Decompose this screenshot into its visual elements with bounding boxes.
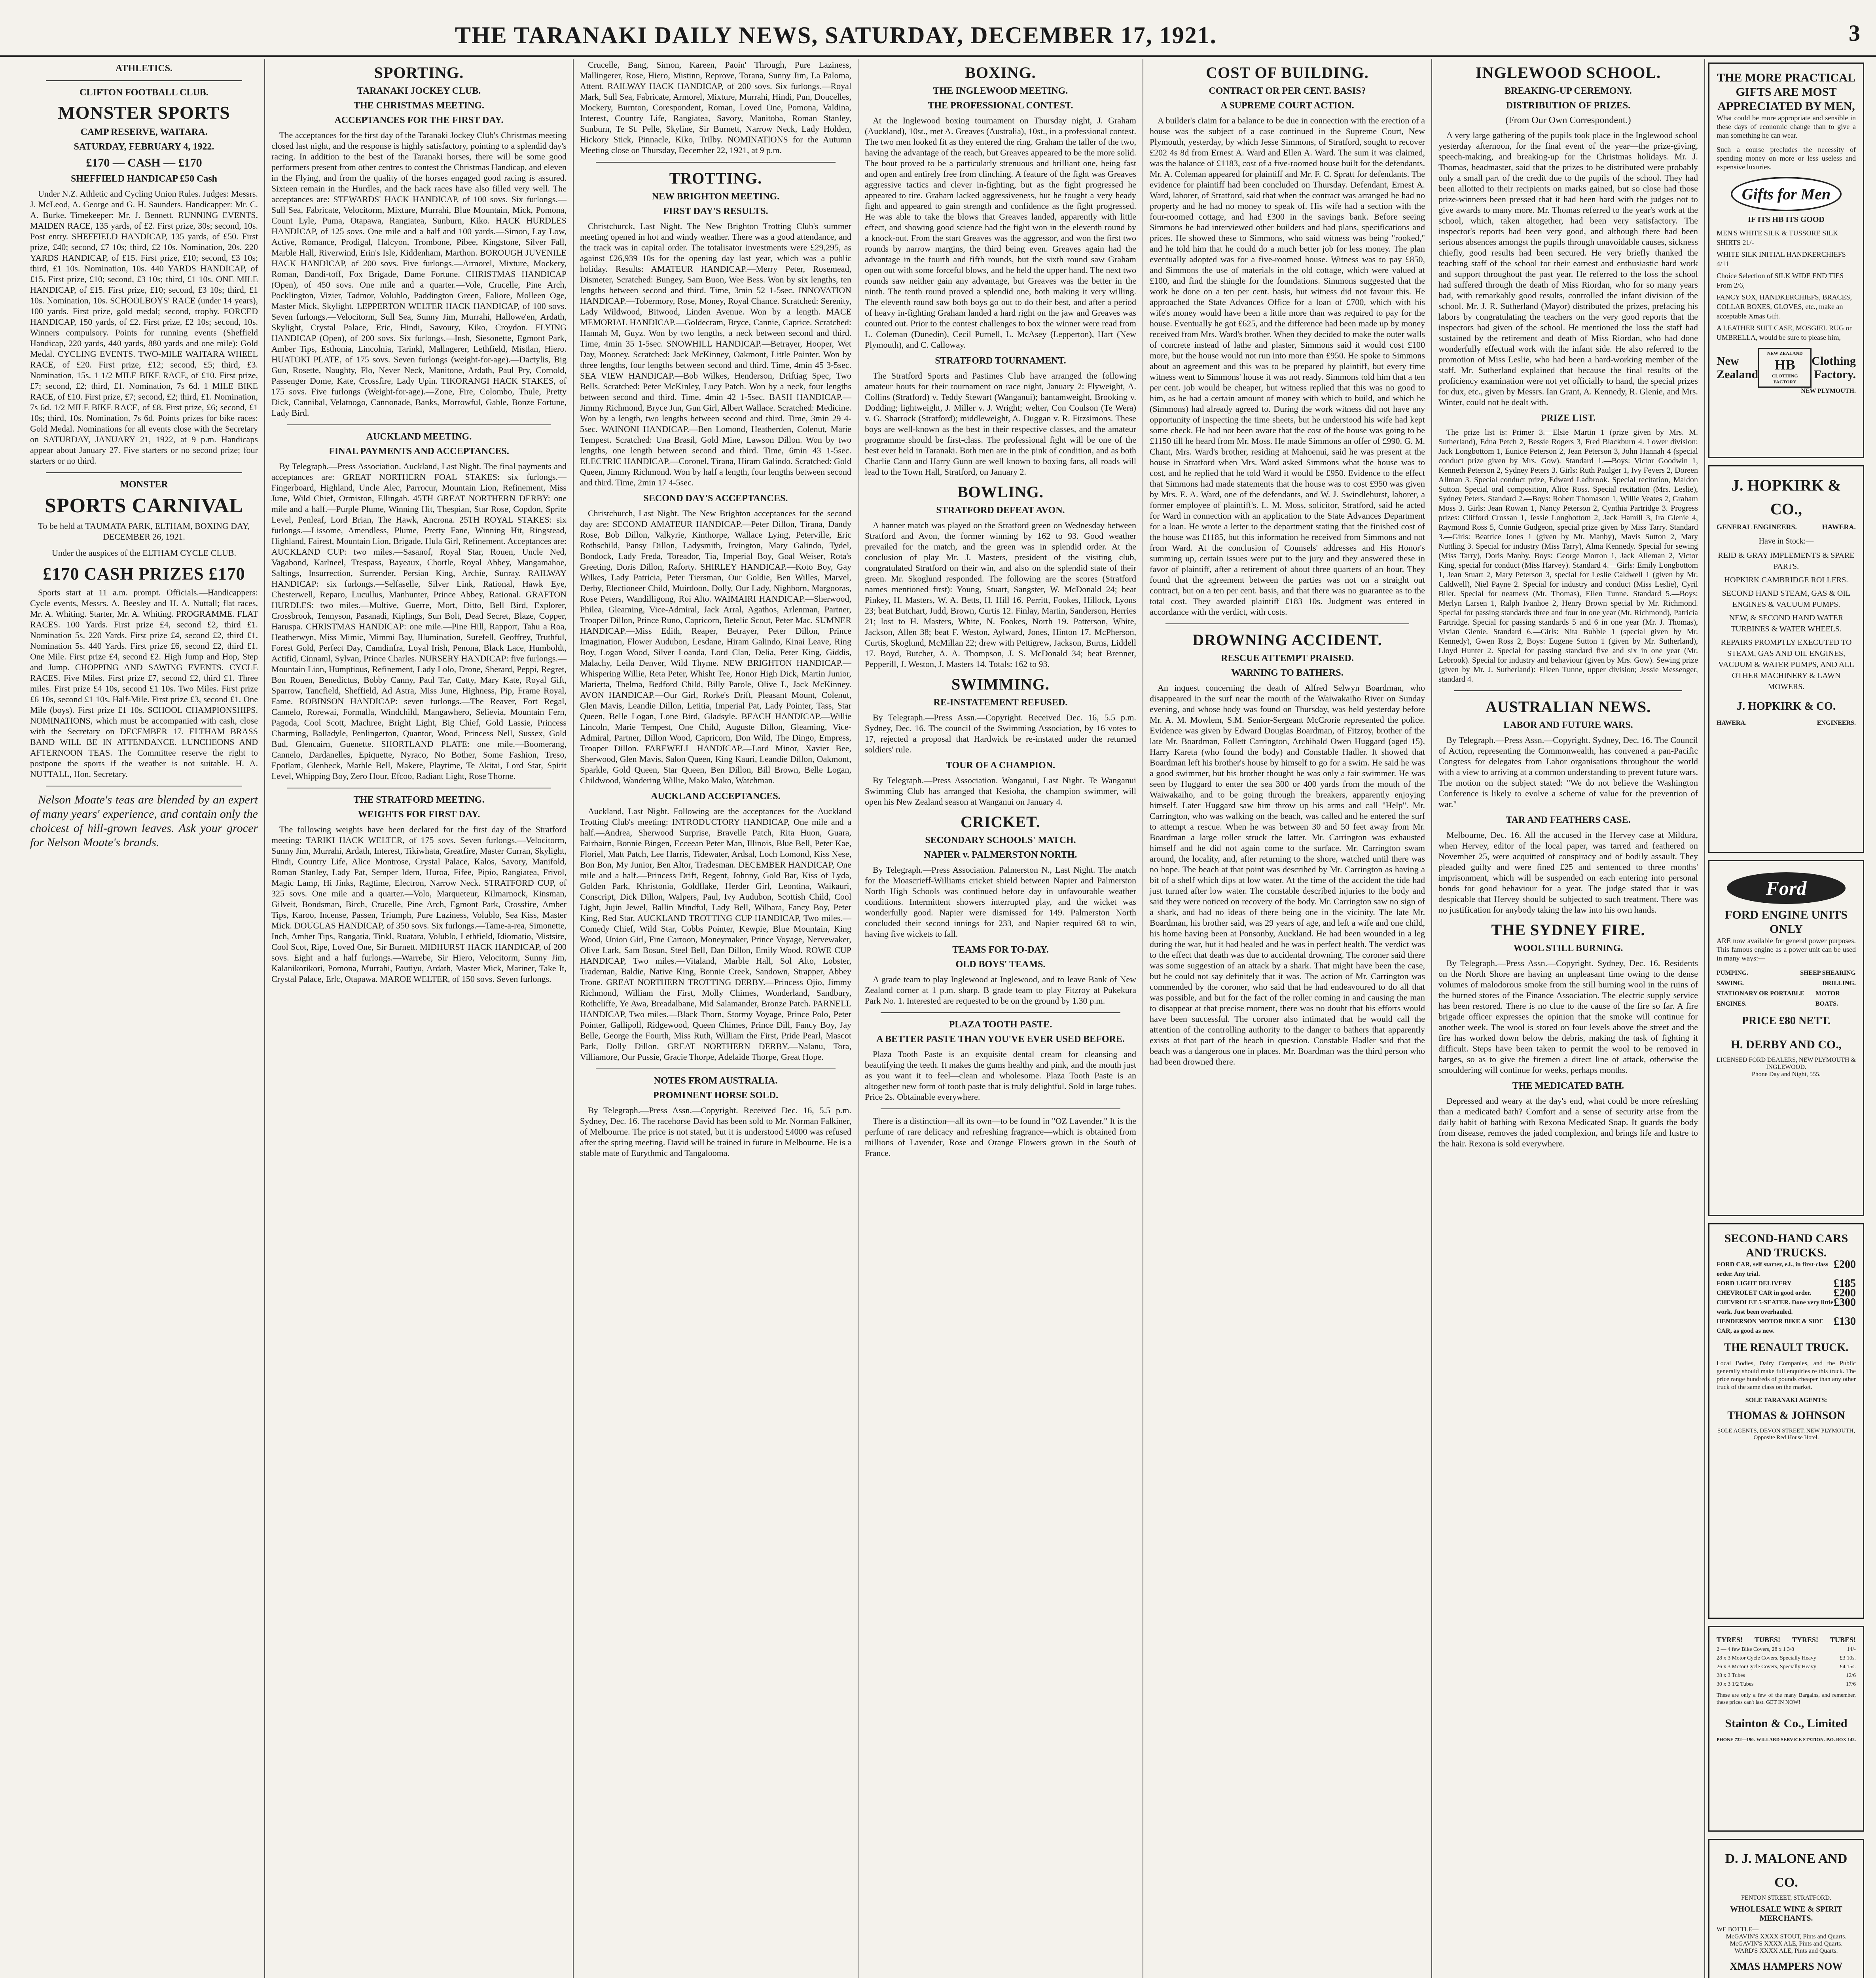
car-item-3-text: CHEVROLET CAR in good order. (1717, 1290, 1812, 1296)
columns (24, 59, 1867, 1978)
ford-dealer-line: LICENSED FORD DEALERS, NEW PLYMOUTH & INGLEWOOD. (1717, 1057, 1856, 1070)
tyre-row-1 (1717, 1645, 1856, 1654)
carnival-held: To be held at TAUMATA PARK, ELTHAM, BOXING DAY, DECEMBER 26, 1921. (38, 521, 250, 542)
hopkirk-title: J. HOPKIRK & CO., (1731, 476, 1841, 518)
sporting-heading: SPORTING. (374, 64, 464, 81)
reinstatement-heading: RE-INSTATEMENT REFUSED. (933, 697, 1068, 708)
gifts-line-shirts: MEN'S WHITE SILK & TUSSORE SILK SHIRTS 21/- (1717, 229, 1838, 246)
cash-heading: £170 — CASH — £170 (86, 156, 202, 169)
stratford-avon-heading: STRATFORD DEFEAT AVON. (936, 505, 1065, 515)
tyre-row-3-price: £4 15s. (1840, 1664, 1856, 1670)
tyres-h1: TYRES! (1717, 1636, 1743, 1644)
correspondent-credit: (From Our Own Correspondent.) (1505, 115, 1631, 125)
tyres-ad (1708, 1626, 1864, 1832)
carnival-body: Sports start at 11 a.m. prompt. Officials.—Handicappers: Cycle events, Messrs. A. Beesley and H. A. Nuttall; flat races, Mr. A. Whiting. Starter, Mr. A. Whiting. PROGRAMME. FLAT RACES. 100 Yards. First prize £4, second £2, third £1. Nomination 5s. 220 Yards. First prize £4, second £2, third £1. Nomination 5s. 440 Yards. First prize £6, second £2, third £1. One Mile. First prize £4, second £2. High Jump and Hop, Step and Jump. CHOPPING AND SAWING EVENTS. CYCLE RACES. Five Miles. First prize £7, second £2, third £1. Three miles. First prize £4 10s, second £1 10s. Two Miles. First prize £6 10s, second £1 10s. Half-Mile. First prize £3, second £1. One Mile (boys). First prize £1 10s. SCHOOL CHAMPIONSHIPS. NOMINATIONS, which must be accompanied with cash, close with the Secretary on DECEMBER 17. ELTHAM BRASS BAND WILL BE IN ATTENDANCE. LUNCHEONS AND AFTERNOON TEAS. The Committee reserve the right to postpone the sports if the weather is not suitable. H. A. NUTTALL, Hon. Secretary. (30, 587, 258, 779)
car-item-3-price: £200 (1834, 1287, 1856, 1299)
ford-use-drilling: DRILLING. (1822, 980, 1856, 987)
jockey-club-body: The acceptances for the first day of the Taranaki Jockey Club's Christmas meeting closed last night, and the response is highly satisfactory, pointing to a splendid day's racing. In addition to the best of the Taranaki horses, there will be some good performers present from other centres to contest the Christmas Handicap, and eleven in the Flying, and from the quality of the horses engaged good racing is assured. Sixteen remain in the Hurdles, and the hack races have also filled very well. The acceptances are: STEWARDS' HACK HANDICAP, of 100 sovs. Six furlongs.—Sull Sea, Fabricate, Velocitorm, Mixture, Murrahi, Blue Mountain, Mick, Pomona, Count Lyle, Puma, Otapawa, Rangiatea, Sunburn, Kiko. HACK HURDLES HANDICAP, of 125 sovs. One mile and a half and 100 yards.—Simon, Lay Low, Active, Romance, Prodigal, Halcyon, Trombone, Pibee, Kingstone, Silver Fall, Marble Hall, Riverwind, Erin's Isle, Kiddenham, Marthon. BOROUGH JUVENILE HACK HANDICAP, of 200 sovs. Five furlongs.—Armorel, Mixture, Mockery, Roman, Dandi-toff, Fox Brigade, Dame Fortune. CHRISTMAS HANDICAP (Open), of 450 sovs. One mile and a quarter.—Vole, Crucelle, Pine Arch, Pocklington, Vizier, Tadmor, Volublo, Paddington Green, Faliore, Molleen Oge, Master Mick, Skylight. LEPPERTON WELTER HACK HANDICAP, of 100 sovs. Seven furlongs.—Velocitorm, Sull Sea, Sunny Jim, Murrahi, Hallowe'en, Ardath, Skylight, Crystal Palace, Eric, Hindi, Savoury, Kiko, Croydon. FLYING HANDICAP (Open), of 200 sovs. Six furlongs.—Insh, Siesonette, Egmont Park, Amber Tips, Esthonia, Lincolnia, Tarinkl, Mallngerer, Lethfield, Mistlan, Hiero. HUATOKI PLATE, of 175 sovs. Seven furlongs (weight-for-age).—Dactylis, Big Gun, Rosette, Naughty, Flo, Never Neck, Manitone, Ardath, Paul Pry, Cornold, Passenger Dome, Kate, Crossfire, Lady Upin. TIKORANGI HACK STAKES, of 175 sovs. Five furlongs (Weight-for-age).—Zone, Fire, Colombo, Thule, Pretty Dick, Cannibal, Velatnogo, Cannonade, Banks, Morrowful, Gable, Bonze Fortune, Lady Bird. (271, 130, 567, 418)
car-item-1 (1717, 1260, 1856, 1279)
tyre-row-5-text: 30 x 3 1/2 Tubes (1717, 1681, 1754, 1687)
malone-bottle-label: WE BOTTLE— (1717, 1926, 1759, 1933)
gifts-intro2: Such a course precludes the necessity of spending money on more or less useless and expensive luxuries. (1717, 146, 1856, 171)
car-item-2-text: FORD LIGHT DELIVERY (1717, 1280, 1792, 1287)
athletics-heading: ATHLETICS. (115, 63, 173, 74)
sydney-fire-heading: THE SYDNEY FIRE. (1491, 921, 1645, 939)
car-item-4 (1717, 1298, 1856, 1317)
auckland-acceptances-heading: AUCKLAND ACCEPTANCES. (651, 791, 781, 801)
hopkirk-line-engines: SECOND HAND STEAM, GAS & OIL ENGINES & VACUUM PUMPS. (1722, 589, 1851, 609)
carnival-under: Under the auspices of the ELTHAM CYCLE CLUB. (51, 548, 236, 558)
ford-intro: ARE now available for general power purposes. This famous engine as a power unit can be used in many ways:— (1717, 937, 1856, 962)
trotting-heading: TROTTING. (669, 169, 762, 187)
renault-title: THE RENAULT TRUCK. (1724, 1341, 1849, 1354)
monster2-heading: MONSTER (120, 479, 168, 490)
column-sporting (265, 59, 574, 1978)
hopkirk-stock: Have in Stock:— (1759, 537, 1814, 546)
school-body: A very large gathering of the pupils took place in the Inglewood school yesterday afternoon, for the final event of the year—the prize-giving, speech-making, and breaking-up for the Christmas holidays. Mr. J. Thomas, headmaster, said that the prizes to be distributed were probably only a small part of the credit due to the pupils of the school. They had been allotted to their recipients on marks gained, but so close had those prize-winners been pressed that it had been hard with the judges not to give awards to many more. Mr. Thomas referred to the year's work at the school, which, taken altogether, had been very satisfactory. The inspector's reports had been very good, and although there had been serious absences amongst the pupils through unavoidable causes, sickness chiefly, good results had been secured. He very briefly thanked the teaching staff of the school for their earnest and enthusiastic hard work and support throughout the past year. He referred to the loss the school had suffered through the death of Miss Riordan, who for so many years had, with remarkably good results, controlled the infant division of the school. Mr. J. R. Sutherland (Mayor) distributed the prizes, prefacing his labors by congratulating the teachers on the very good reports that the inspectors had given of the school. He mentioned the loss the staff had sustained by the retirement and death of Miss Riordan, who had done wonderfully effectual work with the infant side. He also referred to the promotion of Miss Leslie, who had been a hard-working member of the staff. Mr. Sutherland explained that because the final results of the proficiency examination were not yet officially to hand, the special prizes for dux, etc., given by Messrs. Ian Grant, A. Kennedy, R. Glenie, and Mrs. Winter, could not be dealt with. (1438, 130, 1698, 407)
prize-list-body: The prize list is: Primer 3.—Elsie Martin 1 (prize given by Mrs. M. Sutherland), Edna Petch 2, Bessie Rogers 3, Fred Blackburn 4. Lower division: Jack Longbottom 1, Eunice Peterson 2, Jean Peterson 3, John Hannah 4 (special conduct prize given by Mrs. Gow). Standard 1.—Boys: Victor Goodwin 1, Kenneth Peterson 2, Sydney Peters 3. Girls: Ruth Paulger 1, Ivy Fevers 2, Doreen Allman 3. Special conduct prize, Edward Ladbrook. Special recitation, Maldon Sutton. Special oral composition, Alice Ross. Special recitation (Mrs. Leslie), Sydney Peters. Standard 2.—Boys: Robert Thomason 1, Willie Veates 2, Graham Moss 3. Girls: Jean Rowan 1, Nancy Peterson 2, Cynthia Partridge 3. Progress prizes: Clifford Crossan 1, Jessie Longbottom 2, Jack Hamill 3, Ira Glenie 4, Raymond Ross 5, Connie Gudgeon, special prize given by Miss Tarry. Standard 3.—Girls: Beatrice Jones 1 (given by Mr. Manby), Mavis Sutton 2, Mary Nuttling 3. Special for industry (Miss Tarry), Alma Kennedy. Special for sewing (Miss Tarry), Doris Manby. Boys: George Morton 1, Jack Alleman 2, Victor King, special for conduct (Miss Harvey). Standard 4.—Girls: Emily Longbottom 1, Jean Stuart 2, Mary Peterson 3, special for Leslie Caldwell 1 (given by Mr. Caldwell), Niel Payne 2. Special for industry and conduct (Miss Leslie), Cyril Biler. Special for neatness (Mr. Thomas), Eilen Tunne. Standard 5.—Boys: Merlyn Larsen 1, Ralph Ivanhoe 2, Henry Brown special by Mr. Richmond. Special for passing standards three and four in one year (Mr. Richmond), Patricia Partridge. Special for passing standards 5 and 6 in one year (Mr. J. Thomas), Vivian Glenie. Standard 6.—Girls: Nita Bubble 1 (special given by Mr. Kennedy), Gwen Ross 2, Boys: Eugene Sutton 1 (given by Mr. Sutherland), Lloyd Hunter 2. Special for passing standard five and six in one year (Mr. Lebrook). Special for industry and behaviour (given by Mrs. Gow). Sewing prize (given by Mr. J. Sutherland): Eileen Tunne, upper division; Jessie Messenger, standard 4. (1438, 428, 1698, 684)
column-ads (1705, 59, 1867, 1978)
new-word: New (1717, 354, 1739, 368)
cricket-body: By Telegraph.—Press Association. Palmerston N., Last Night. The match for the Moascrieff-Williams cricket shield between Napier and Palmerston North High Schools was continued before day in unfavourable weather conditions. Intermittent showers interrupted play, and the wicket was wonderfully good. Napier were dismissed for 149. Palmerston North concluded their second innings for 233, and Napier required 68 to win, having five wickets to fall. (865, 865, 1136, 939)
new-brighton-heading: NEW BRIGHTON MEETING. (652, 191, 780, 202)
sheffield-heading: SHEFFIELD HANDICAP £50 Cash (70, 174, 218, 184)
club-heading: CLIFTON FOOTBALL CLUB. (80, 87, 208, 98)
drowning-body: An inquest concerning the death of Alfred Selwyn Boardman, who disappeared in the surf near the mouth of the Waiwakaiho River on Sunday evening, and whose body was found on Thursday, was held yesterday before Mr. A. M. Mowlem, S.M. Senior-Sergeant McCrorie represented the police. Evidence was given by Edward Douglas Boardman, of Fitzroy, brother of the late Mr. Boardman, Follett Carrington, Archibald Owen Huggard (aged 15), Harry Kareta (who found the body) and Constable Hadler. It showed that Boardman left his brother's house by himself to go for a swim. He said he was a good swimmer, but his brother thought he was only a fair swimmer. He was seen by Huggard to enter the sea 300 or 400 yards from the mouth of the Waiwakaiho, and to be going through the breakers, apparently enjoying himself. Later Huggard saw him throw up his arms and call "Help". Mr. Carrington, who was walking on the beach, was called and he entered the surf to attempt a rescue. When he was between 30 and 50 feet away from Mr. Boardman a large roller struck the latter. Mr. Carrington was exhausted himself and he did not again come to the surface. Mr. Carrington swam around, the locality, and, after returning to the shore, watched until there was no hope. The beach at that point was described by Mr. Carrington as having a bit of a shelf which dips at low water. At the time of the accident the tide had just turned after low water. The constable described injuries to the body and said they were noticed on recovery of the body. Mr. Carrington saw no sign of a shark, and had no ideas of there being one in the vicinity. The late Mr. Boardman, his brother said, was 29 years of age, and left a wife and one child, his home having been at Ponsonby, Auckland. He had been wounded in a leg during the war, but it had healed and he was in perfect health. The verdict was to the effect that death was due to accidental drowning. The coroner said there was some suggestion of an attack by a shark. That might have been the case, but he could not say definitely that it was. The action of Mr. Carrington was commended by the coroner, who said that he had endeavoured to do all that was possible, and but for the fact of the roller coming in and causing the man to disappear at that precise moment, there was no doubt that his efforts would have been successful. The coroner also intimated that he would call the attention of the controlling authority to the danger to bathers that apparently exists at that part of the beach in question. Constable Hadler said that the beach was a dangerous one in places. Mr. Boardman was the third person who had been drowned there. (1150, 683, 1425, 1067)
divider (46, 472, 242, 473)
tyre-row-3 (1717, 1663, 1856, 1671)
renault-text: Local Bodies, Dairy Companies, and the Public generally should make full enquiries re this truck. The price range hundreds of pounds cheaper than any other truck of the same class on the market. (1717, 1360, 1856, 1391)
horse-sold-body: By Telegraph.—Press Assn.—Copyright. Received Dec. 16, 5.5 p.m. Sydney, Dec. 16. The racehorse David has been sold to Mr. Norman Falkiner, of Melbourne. The price is not stated, but it is understood £4000 was refused after the spring meeting. David will be trained in future in Melbourne. He is a stable mate of Eurythmic and Tangalooma. (580, 1105, 851, 1158)
ford-use-pumping: PUMPING. (1717, 970, 1749, 976)
hopkirk-line-implements: REID & GRAY IMPLEMENTS & SPARE PARTS. (1718, 551, 1855, 571)
divider (1165, 623, 1409, 624)
cricket-heading: CRICKET. (961, 813, 1040, 831)
tar-feathers-heading: TAR AND FEATHERS CASE. (1506, 815, 1631, 825)
gifts-title: THE MORE PRACTICAL GIFTS ARE MOST APPRECIATED BY MEN, (1717, 71, 1856, 113)
hb-logo-bottom: CLOTHING FACTORY (1772, 373, 1798, 385)
divider (881, 1108, 1120, 1109)
breaking-up-heading: BREAKING-UP CEREMONY. (1505, 86, 1632, 96)
car-item-5-text: HENDERSON MOTOR BIKE & SIDE CAR, as good as new. (1717, 1318, 1823, 1334)
tyres-note: These are only a few of the many Bargains, and remember, these prices can't last. GET IN NOW! (1717, 1692, 1856, 1705)
ford-use-boats: MOTOR BOATS. (1815, 990, 1840, 1007)
malone-bottle-1: McGAVIN'S XXXX STOUT, Pints and Quarts. (1726, 1933, 1847, 1940)
divider (1454, 690, 1682, 691)
labor-wars-heading: LABOR AND FUTURE WARS. (1503, 720, 1633, 730)
cars-title: SECOND-HAND CARS AND TRUCKS. (1724, 1232, 1848, 1259)
hopkirk-subheading-row (1717, 521, 1856, 533)
stainton-phone: PHONE 732—190. (1717, 1737, 1755, 1742)
camp-heading: CAMP RESERVE, WAITARA. (80, 127, 208, 137)
stratford-tournament-heading: STRATFORD TOURNAMENT. (935, 356, 1066, 366)
hopkirk-footer (1717, 718, 1856, 728)
hopkirk-footer-engineers: ENGINEERS. (1817, 720, 1856, 726)
ford-uses-row2 (1717, 978, 1856, 989)
second-day-body: Christchurch, Last Night. The New Brighton acceptances for the second day are: SECOND AMATEUR HANDICAP.—Peter Dillon, Tirana, Dandy Rose, Bob Dillon, Valkyrie, Kinthorpe, Wallace Lying, Peterville, Eric Rothschild, Pansy Dillon, Ladysmith, Irvington, Mary Galindo, Tydel, Bondock, Lady Freda, Toreador, Tia, Imperial Boy, Goal Weiser, Rota's Greeting, Doris Dillon, Raforty. SHIRLEY HANDICAP.—Koto Boy, Gay Wilkes, Lady Patricia, Peter Tiersman, Our Goldie, Ben Willes, Marvel, Derby, Electioneer Child, Muirdoon, Dolly, Our Lady, Nighborn, Margooras, Rose Peters, Wandilligong, Roi Alto. WAIMAIRI HANDICAP.—Sherwood, Philea, Gleaming, Vice-Admiral, Jack Arral, Agathos, Arlenman, Partner, Trooper Dillon, Prince Runo, Capricorn, Betelic Scout, Peter Mac. SUMNER HANDICAP.—Miss Edith, Reaper, Betrayer, Peter Dillon, Prince Imagination, Flower Audubon, Lesdane, Hiram Galindo, Kinai Leave, Ring Boy, Logan Wood, Silver Loanda, Lord Clan, Delia, Peter King, Giddis, Malachy, Leila Denver, Wild Thyme. NEW BRIGHTON HANDICAP.—Whispering Willie, Reta Peter, Whisht Tee, Honor High Dick, Martin Junior, Marietta, Thelma, Bedford Child, Billy Parole, Olive L, Jack McKinney. AVON HANDICAP.—Our Girl, Rorke's Drift, Pleasant Mount, Colenut, Glen Mavis, Leandie Dillon, Letitia, Imperial Pat, Lady Pointer, Tass, Star Queen, Belle Logan, Lone Bird, Gladsyle. BEACH HANDICAP.—Willie Lincoln, Marie Tempest, One Child, Auguste Dillon, Gleaming, Vice-Admiral, Partner, Dillon Wood, Capricorn, Don Wild, The Dingo, Empress, Trooper Dillon. FAREWELL HANDICAP.—Lord Minor, Xavier Bee, Sherwood, Glen Mavis, Salon Queen, King Kauri, Leandie Dillon, Oakmont, Sparkle, Gold Queen, Star Queen, Ben Dillon, Bill Brown, Belle Logan, Childwood, Wandering Willie, Mako Mako, Watchman. (580, 508, 851, 785)
gifts-town: NEW PLYMOUTH. (1801, 388, 1856, 394)
hb-logo-top: NEW ZEALAND (1767, 351, 1803, 356)
stratford-tournament-body: The Stratford Sports and Pastimes Club have arranged the following amateur bouts for their tournament on race night, January 2: Flyweight, A. Collins (Stratford) v. Teddy Stewart (Wanganui); bantamweight, Brooking v. Dodding; lightweight, J. Miller v. J. Wright; welter, Con Coulson (Te Wera) v. G. Sharrock (Stratford); middleweight, A. Duggan v. R. Fitzsimons. These boys are well-known as the best in their respective classes, and the amateur programme should be first-class. The professional fight will be one of the best ever held in Taranaki. Both men are in the pink of condition, and as both Charlie Cann and Harry Gunn are well known to boxing fans, all roads will lead to the Town Hall, Stratford, on January 2. (865, 371, 1136, 477)
auckland-body: By Telegraph.—Press Association. Auckland, Last Night. The final payments and acceptances are: GREAT NORTHERN FOAL STAKES: six furlongs.—Fingerboard, Highland, Uncle Alec, Parrocur, Mountain Lion, Refinement, Miss June, Wild Chief, Ormiston, Ellingah. 45TH GREAT NORTHERN DERBY: one mile and a half.—Purple Plume, Winning Hit, Thespian, Star Rose, Copdon, Sprite Level, Penleaf, Lord Brian, The Hawk, Ancrona. 25TH ROYAL STAKES: six furlongs.—Lissome, Amendless, Plume, Pretty Fane, Winning Hit, Ringstead, Highland, Fairest, Mountain Lion, Brigade, Hula Girl, Refinement. Acceptances are: AUCKLAND CUP: two miles.—Sasanof, Royal Star, Rouen, Uncle Ned, Vagabond, Karlneel, Trespass, Bayeaux, Chortle, Royal Abbey, Mangamahoe, Saltings, Insurrection, Surrender, Persian King, Archie, Sunray. RAILWAY HANDICAP: six furlongs.—Selfaselle, Silver Link, Rational, Hawk Eye, Chesterwell, Reparo, Lucullus, Manhunter, Prince Abbey, Rational. GRAFTON HURDLES: two miles.—Multive, Guerre, Mort, Ditto, Bell Bird, Explorer, Crossbrook, Tennyson, Pasanadi, Kiplings, Sun Bolt, Dead Secret, Blaze, Copper, Haruspa. CHRISTMAS HANDICAP: one mile.—Pine Hill, Rapport, Tahu a Roa, Heatherwyn, Miss Mimic, Mimmi Bay, Illumination, Surefell, Geoffrey, Truthful, Forest Gold, Perfect Day, Camdinfra, Loyal Irish, Penona, Black Lace, Humboldt, Actifid, Cinnaml, Sylvan, Prince Charles. NURSERY HANDICAP: five furlongs.—Mountain Lion, Humptious, Refinement, Lady Lolo, Drone, Sherard, Peppi, Regret, Bon Rouen, Benedictus, Bobby Canny, Paul Tar, Catty, Mary Kate, Royal Gift, Sparrow, Tancfield, Sheffield, Ad Astra, Miss June, Highness, Pip, Frame Royal, Fame. ROBINSON HANDICAP: seven furlongs.—The Reaver, Fort Regal, Cannelo, Rorewai, Formalla, Windchild, Mangawhero, Selievia, Mountain Fern, Pagoda, Cool Scott, Machree, Bright Light, Big Chief, Gold Lassie, Princess Charming, Balladyle, Penlingerton, Quantor, Wood, Princess Nell, Sussex, Gold Bud, Glencairn, Guenette. SHORTLAND PLATE: one mile.—Boomerang, Cannelo, Dardanelles, Epiquette, Nyraco, No Bother, Some Fashion, Treso, Epotlam, Glenbeck, Marble Bell, Makere, Playtime, Te Akitai, Lord Star, Spirit Level, Whipping Boy, Zero Hour, Efcoo, Radiant Light, Rose Thorne. (271, 461, 567, 781)
zealand-word: Zealand (1717, 368, 1759, 381)
australian-news-heading: AUSTRALIAN NEWS. (1485, 698, 1651, 716)
divider (46, 80, 242, 81)
distribution-heading: DISTRIBUTION OF PRIZES. (1506, 100, 1631, 111)
car-item-5 (1717, 1317, 1856, 1336)
thomas-johnson-address: SOLE AGENTS, DEVON STREET, NEW PLYMOUTH, (1717, 1428, 1855, 1434)
new-zealand-text (1717, 354, 1758, 381)
prize-list-heading: PRIZE LIST. (1541, 413, 1596, 423)
plaza-heading: PLAZA TOOTH PASTE. (949, 1019, 1052, 1030)
boxing-heading: BOXING. (965, 64, 1036, 81)
hopkirk-town: HAWERA. (1822, 523, 1856, 531)
first-results-heading: FIRST DAY'S RESULTS. (663, 206, 768, 216)
gifts-intro: What could be more appropriate and sensible in these days of economic change than to give a man something he can wear. (1717, 114, 1856, 139)
champion-tour-body: By Telegraph.—Press Association. Wanganui, Last Night. Te Wanganui Swimming Club has arranged that Kesioha, the champion swimmer, will open his New Zealand season at Wanganui on January 4. (865, 775, 1136, 807)
teams-body: A grade team to play Inglewood at Inglewood, and to leave Bank of New Zealand corner at 1 p.m. sharp. B grade team to play Fitzroy at Pukekura Park No. 1. Interested are requested to be on the ground by 1.30 p.m. (865, 974, 1136, 1006)
plaza-body: Plaza Tooth Paste is an exquisite dental cream for cleansing and beautifying the teeth. It makes the gums healthy and pink, and the mouth just as you want it to feel—clean and wholesome. Plaza Tooth Paste is an altogether new form of tooth paste that is truly delightful. Sold in large tubes. Price 2s. Obtainable everywhere. (865, 1049, 1136, 1102)
cost-building-heading: COST OF BUILDING. (1206, 64, 1369, 81)
acceptances-heading: ACCEPTANCES FOR THE FIRST DAY. (334, 115, 504, 125)
ford-title: FORD ENGINE UNITS ONLY (1724, 908, 1848, 936)
car-item-1-price: £200 (1834, 1258, 1856, 1271)
newspaper-title: THE TARANAKI DAILY NEWS, SATURDAY, DECEMBER 17, 1921. (455, 22, 1217, 48)
court-action-heading: A SUPREME COURT ACTION. (1220, 100, 1354, 111)
page-number: 3 (1849, 20, 1860, 46)
tyres-h2: TUBES! (1754, 1636, 1781, 1644)
professional-contest-heading: THE PROFESSIONAL CONTEST. (928, 100, 1073, 111)
ford-use-sawing: SAWING. (1717, 980, 1744, 987)
inglewood-meeting-heading: THE INGLEWOOD MEETING. (933, 86, 1068, 96)
date-heading: SATURDAY, FEBRUARY 4, 1922. (74, 142, 214, 152)
tyre-row-1-text: 2 — 4 few Bike Covers, 28 x 1 3/8 (1717, 1646, 1794, 1652)
wool-burning-heading: WOOL STILL BURNING. (1513, 943, 1623, 953)
hb-logo (1758, 348, 1812, 388)
ford-price: PRICE £80 NETT. (1741, 1015, 1831, 1027)
plaza-subheading: A BETTER PASTE THAN YOU'VE EVER USED BEFORE. (876, 1034, 1125, 1044)
stratford-continued: Crucelle, Bang, Simon, Kareen, Paoin' Through, Pure Laziness, Mallingerer, Rose, Hiero, Mistinn, Reprove, Torana, Sunny Jim, La Paloma, Attent. RAILWAY HACK HANDICAP, of 200 sovs. Six furlongs.—Royal Mark, Sull Sea, Fabricate, Armorel, Mixture, Murrahi, Hindi, Pun, Doucelles, Mockery, Burnton, Corespondent, Roman, Loved One, Pomona, Valdina, Interest, Country Life, Rangiatea, Savory, Manitoba, Roman Stanley, Sunburn, Te St. Pelle, Skyline, Sir Burnett, Narrow Neck, Lady Holden, Hickory Stick, Pinnacle, Kiko, Trilby. NOMINATIONS for the Autumn Meeting close on Thursday, December 22, 1921, at 9 p.m. (580, 60, 851, 155)
xmas-hampers-heading: XMAS HAMPERS NOW (1730, 1961, 1843, 1972)
tyre-row-5 (1717, 1680, 1856, 1689)
bowling-body: A banner match was played on the Stratford green on Wednesday between Stratford and Avon, the former winning by 162 to 93. Good weather prevailed for the match, and the green was in splendid order. At the conclusion of play Mr. J. Masters, president of the visiting club, congratulated Stratford on their win, and also on the splendid state of their green. Mr. Skoglund responded. The following are the scores (Stratford names mentioned first): Young, Stuart, Sangster, W. McDonald 24; beat Pinkey, H. Masters, W. A. Betts, H. Hill 16. Perritt, Fookes, Hillock, Lyons 23; beat Butchart, Judd, Brown, Curtis 12. Finlay, Martin, Sanderson, Herries 21; lost to H. Masters, White, N. Fookes, North 19. Patterson, White, Jackson, Allen 38; beat F. Weston, Aylward, Jones, Hinton 17. McPherson, Curtis, Skoglund, McMillan 22; drew with Pettigrew, Jackson, Burns, Liddell 17. Boyd, Butcher, A. A. Thompson, J. S. McDonald 34; beat Brenner, Pepperill, J. Weston, J. Masters 14. Totals: 162 to 93. (865, 520, 1136, 669)
horse-sold-heading: PROMINENT HORSE SOLD. (653, 1090, 779, 1101)
malone-bottle-2: McGAVIN'S XXXX ALE, Pints and Quarts. (1730, 1940, 1843, 1947)
malone-ad (1708, 1839, 1864, 1978)
car-item-4-price: £300 (1834, 1296, 1856, 1309)
malone-sub: WHOLESALE WINE & SPIRIT MERCHANTS. (1730, 1905, 1842, 1923)
building-body: A builder's claim for a balance to be due in connection with the erection of a house was the subject of a case continued in the Supreme Court, New Plymouth, yesterday, by which Jesse Simmons, of Stratford, sought to recover £202 4s 8d from Ernest A. Ward and Ellen A. Ward. The sum it was claimed, was the balance of £1183, cost of a five-roomed house built for the defendants. Mr. A. Coleman appeared for plaintiff and Mr. F. C. Spratt for defendants. The evidence for plaintiff had been concluded on Thursday. Defendant, Ernest A. Ward, laborer, of Stratford, said that when the contract was arranged he had no property and he had no money to speak of. His wife had a section with the four-roomed cottage, and had £300 in the savings bank. Before seeing Simmons he had interviewed other builders and had plans, specifications and prices. He showed these to Simmons, who said witness was being "rooked," and he told him that he could do a much better job for less money. The plan eventually adopted was for a five-roomed house. Witness was to pay £850, and Simmons the use of materials in the old cottage, which were valued at £100, and find the shingle for the foundations. Simmons suggested that the work be done on a ten per cent. basis, but witness did not favour this. He approached the State Advances Office for a loan of £700, which with his wife's money would have been a little more than was required to pay for the house. Eventually he got £625, and the difference had been made up by money received from Mrs. Ward's brother. When they decided to make the outer walls of concrete instead of lathe and plaster, Simmons said it would cost £100 more, but the house would not run into more than £950. He spoke to Simmons about an agreement and this was to be prepared by plaintiff, but every time witness went to Simmons' house it was not ready. Simmons told him that a ten per cent. job would be cheaper, but witness replied that this was no good to him, as he had a certain amount of money with which to build, and which he (Simmons) had already agreed to. During the work witness did not have any opportunity of inspecting the time sheets, but he understood his wife had kept some check. He had not been aware that the cost of the house was going to be £1150 till he heard from Mr. Moss. He made Simmons an offer of £990. G. M. Chant, Mrs. Ward's brother, residing at Mahoenui, said he was present at the house in Stratford when Mrs. Ward asked Simmons what the house was to cost, and he replied that he told Ward it would be £950. Evidence to the effect that Simmons had made statements that the house was to cost £950 was given by Mrs. E. A. Ward, one of the defendants, and W. J. Swindlehurst, laborer, a former employee of plaintiff's. L. M. Moss, solicitor, Stratford, said he acted for Ward in connection with an application to the State Advances Department for a loan. He wrote a letter to the department stating that the finished cost of the house was £1185, but this information he received from Simmons and not from Ward. At the conclusion of Counsels' addresses and His Honor's summing up, certain issues were put to the jury and they answered these in favor of plaintiff, after a retirement of about three quarters of an hour. They found that the agreement between the parties was not on a straight out contract, but on a ten per cent. basis, and that there was no guarantee as to the total cost. They awarded plaintiff £183 10s. Judgment was entered in accordance with the verdict, with costs. (1150, 116, 1425, 617)
stratford-body: The following weights have been declared for the first day of the Stratford meeting: TARIKI HACK WELTER, of 175 sovs. Seven furlongs.—Velocitorm, Sunny Jim, Murrahi, Ardath, Interest, Tikiwhata, Greatfire, Master Curran, Skylight, Hindi, Country Life, Alice Montrose, Crystal Palace, Kalos, Savory, Manifold, Roman Stanley, Lady Pat, Semper Idem, Huroa, Fifee, Pipio, Rangiatea, Frivol, Magic Lamp, Hi Jinks, Ragtime, Electron, Narrow Neck. STRATFORD CUP, of 325 sovs. One mile and a quarter.—Volo, Marqueteur, Kilmarnock, Kinsman, Gilveit, Bondsman, Birch, Crucelle, Pine Arch, Egmont Park, Crossfire, Amber Tips, Karoo, Incense, Passen, Triumph, Pure Laziness, Volublo, Sea Kiss, Master Mick. DOUGLAS HANDICAP, of 350 sovs. Six furlongs.—Tame-a-rea, Simonette, Inch, Amber Tips, Rangatia, Tinkl, Ruatara, Volublo, Lethfield, Idiomatio, Mistsire, Cool Scot, Ripe, Loved One, Sir Burnett. MIDHURST HACK HANDICAP, of 200 sovs. Eight and a half furlongs.—Warrebe, Sir Hiero, Velocitorm, Sunny Jim, Kalanikorikori, Pomona, Murrahi, Pautiyu, Ardath, Master Mick, Mariner, Take It, Crystal Palace, Erlc, Otapawa. MAROE WELTER, of 150 sovs. Seven furlongs. (271, 824, 567, 984)
car-item-4-text: CHEVROLET 5-SEATER. Done very little work. Just been overhauled. (1717, 1299, 1833, 1315)
factory-word: Factory. (1814, 368, 1856, 381)
tyre-row-5-price: 17/6 (1846, 1681, 1856, 1687)
auckland-acceptances-body: Auckland, Last Night. Following are the acceptances for the Auckland Trotting Club's meeting: INTRODUCTORY HANDICAP, One mile and a half.—Andrea, Sherwood Surprise, Bravelle Patch, Rita Huon, Guara, Fairbairn, Bonnie Bingen, Ecceean Peter Man, Illinois, Blue Bell, Peter Kae, Floriel, Matt Patch, Lee Harris, Tidewater, Ardsal, Loch Lomond, Kiss Nese, Bon Bon, My Junior, Ben Altor, Tradesman. DECEMBER HANDICAP, One mile and a half.—Princess Drift, Regent, Johnny, Gold Bar, Kiss of Lyda, Golden Park, Khristonia, Goldflake, Herder Girl, Leontina, Waikauri, Conscript, Dick Dillon, Walpers, Paul, Ivy Audubon, Scottish Child, Cool Light, Jujin Jewel, Ballin Mindful, Lady Bell, Wilbara, Fancy Boy, Peter King, Red Star. AUCKLAND TROTTING CUP HANDICAP, Two miles.—Comedy Chief, Wild Star, Cobbs Pointer, Kewpie, Blue Mountain, King Wood, Union Girl, Fine Cartoon, Moneymaker, Prince Voyage, Nervewaker, Olive Lark, Sam Bosun, Steel Bell, Dan Dillon, Emily Wood. ROWE CUP HANDICAP, Two miles.—Vitaland, Marble Hall, Sol Alto, Lobster, Trademan, Baldie, Native King, Bonnie Creek, Sandown, Strapper, Abbey Trone. GREAT NORTHERN TROTTING DERBY.—Princess Ojio, Jimmy Richmond, William the First, Molly Chimes, Wonderland, Sandbury, Rothcliffe, Ye Awa, Breadalbane, Mid Salamander, Bronze Patch. PARNELL HANDICAP, Two miles.—Black Thorn, Stormy Voyage, Prince Polo, Peter Pointer, Gallipoll, Ridgewood, Queen Chimes, Prince Dill, Fancy Boy, Jay Belle, George the Fourth, Miss Ruth, William the First, Pride Pearl, Mascot Park, Dolly Dillon. GREAT NORTHERN DERBY.—Nalanu, Tora, Villiamore, Our Pussie, Gracie Thorpe, Adelaide Thorpe, Great Hope. (580, 806, 851, 1062)
malone-title: D. J. MALONE AND CO. (1725, 1851, 1848, 1890)
clothing-factory-row (1717, 348, 1856, 388)
masthead (0, 0, 1876, 57)
tar-feathers-body: Melbourne, Dec. 16. All the accused in the Hervey case at Mildura, when Hervey, editor of the local paper, was tarred and feathered on November 25, were acquitted of conspiracy and of bodily assault. They pleaded guilty and were fined £25 and sentenced to three months' imprisonment, which will be suspended on each entering into personal bonds for good behaviour for a year. The judge stated that it was despicable that Hervey should be subjected to such treatment. There was no justification for anybody taking the law into his own hands. (1438, 830, 1698, 915)
hopkirk-ad (1708, 465, 1864, 853)
column-boxing (858, 59, 1143, 1978)
swimming-heading: SWIMMING. (951, 675, 1050, 693)
ford-use-stationary: STATIONARY OR PORTABLE ENGINES. (1717, 990, 1804, 1007)
tyre-row-1-price: 14/- (1847, 1646, 1856, 1652)
hb-banner: IF ITS HB ITS GOOD (1748, 215, 1825, 224)
divider (287, 424, 551, 425)
gifts-logo-wrap (1717, 177, 1856, 211)
divider (881, 1012, 1120, 1013)
ford-dealer-name: H. DERBY AND CO., (1730, 1038, 1842, 1051)
drowning-heading: DROWNING ACCIDENT. (1192, 631, 1382, 649)
napier-heading: NAPIER v. PALMERSTON NORTH. (924, 850, 1077, 860)
ford-engine-ad (1708, 860, 1864, 1216)
secondary-schools-heading: SECONDARY SCHOOLS' MATCH. (925, 835, 1076, 845)
final-payments-heading: FINAL PAYMENTS AND ACCEPTANCES. (329, 446, 509, 457)
monster-sports-heading: MONSTER SPORTS (58, 102, 230, 123)
hopkirk-line-repairs: REPAIRS PROMPTLY EXECUTED TO STEAM, GAS AND OIL ENGINES, VACUUM & WATER PUMPS, AND ALL OTHER MACHINERY & LAWN MOWERS. (1718, 638, 1854, 691)
athletics-body: Under N.Z. Athletic and Cycling Union Rules. Judges: Messrs. J. McLeod, A. George and G. H. Saunders. Handicapper: Mr. C. A. Burke. Timekeeper: Mr. J. Bennett. RUNNING EVENTS. MAIDEN RACE, 135 yards, of £2. First prize, 30s; second, 10s. Post entry. SHEFFIELD HANDICAP, 135 yards, of £50. First prize, £40; second, £7 10s; third, £2 10s. Nomination, 20s. 220 YARDS HANDICAP, of £15. First prize, £10; second, £3 10s; third, £1 10s. Nomination, 10s. 440 YARDS HANDICAP, of £15. First prize, £10; second, £3 10s; third, £1 10s. ONE MILE HANDICAP, of £15. First prize, £10; second, £3 10s; third, £1 10s. Nomination, 10s. SCHOOLBOYS' RACE (under 14 years), 100 yards. First prize, gold medal; second, trophy. FORCED HANDICAP, 150 yards, of £2. First prize, £2 10s; second, 10s. Winners compulsory. Points for running events (Sheffield Handicap, 220 yards, 440 yards, 880 yards and one mile): Gold Medal. CYCLING EVENTS. TWO-MILE WAITARA WHEEL RACE, of £20. First prize, £12; second, £5; third, £3. Nomination, 15s. 1 1/2 MILE BIKE RACE, of £10. First prize, £7; second, £2; third, £1. Nomination, 7s 6d. 1 MILE BIKE RACE, of £10. First prize, £7; second, £2; third, £1. Nomination, 7s 6d. 1/2 MILE BIKE RACE, of £8. First prize, £6; second, £1 10s; third, 10s. Nomination, 7s 6d. Points prizes for bike races: Gold Medal. Nominations for all events close with the Secretary on SATURDAY, JANUARY 21, 1922, at 9 p.m. Handicaps appear about January 27. Five starters or no second prize; four starters or no third. (30, 189, 258, 466)
gifts-for-men-ad (1708, 63, 1864, 458)
ford-uses-row3 (1717, 989, 1856, 1009)
ford-uses-row1 (1717, 968, 1856, 978)
clothing-factory-text (1812, 354, 1856, 381)
ford-use-shearing: SHEEP SHEARING (1800, 970, 1856, 976)
boxing-body: At the Inglewood boxing tournament on Thursday night, J. Graham (Auckland), 10st., met A. Greaves (Australia), 10st., in a professional contest. The two men looked fit as they entered the ring. Graham the taller of the two, having the advantage of the reach, but Greaves appeared to be the more solid. The bout proved to be a particularly strenuous and brilliant one, being fast and open and entirely free from clinching. A feature of the fight was Greaves aggressive tactics and clever in-fighting, but as the fight progressed he appeared to tire. Graham lacked aggressiveness, but he fought a very heady fight and appeared to gain strength and confidence as the fight progressed. He was able to take the blows that Greaves landed, apparently with little effect, and showing good science had the fight won in the eleventh round by a knock-out. From the start Greaves was the aggressor, and won the first two rounds by narrow margins, the third being even. Greaves again had the advantage in the fourth and fifth rounds, but the sixth round saw Graham open out with some forceful blows, and he held the upper hand. The next two rounds saw neither gain any advantage, but Greaves was the better in the ninth. The tenth round proved a splendid one, both making it very willing. The eleventh round saw both boys go out to do their best, and after a period of heavy in-fighting Graham landed a hard right on the jaw and Greaves was counted out. Prior to the contest challenges to box the winner were read from L. Coleman (Dunedin), Cecil Purnell, L. McAsey (Lepperton), Hart (New Plymouth), and C. Calloway. (865, 116, 1136, 350)
contract-heading: CONTRACT OR PER CENT. BASIS? (1209, 86, 1366, 96)
new-brighton-body: Christchurck, Last Night. The New Brighton Trotting Club's summer meeting opened in hot and windy weather. There was a good attendance, and the track was in capital order. The totalisator investments were £29,295, as against £26,939 10s for the opening day last year, which was a public holiday. Results: AMATEUR HANDICAP.—Merry Peter, Rosemead, Dismeter, Scratched: Bungey, Sam Buon, Wee Bess. Won by six lengths, ten lengths between second and third. Time, 3min 52 1-5sec. INNOVATION HANDICAP.—Tobermory, Rose, Money, Royal Chance. Scratched: Serenity, Lady Wildwood, Bitwood, Linden Avenue. Won by a length. MACE MEMORIAL HANDICAP.—Goldecram, Bryce, Cannie, Caprice. Scratched: Hannah M, Guyz. Won by two lengths, a neck between second and third. Time, 4min 35 1-5sec. SNOWHILL HANDICAP.—Betrayer, Hooper, Wet Day, Mooney. Scratched: Jack McKinney, Oakmont, Little Pointer. Won by three lengths, four lengths between second and third. Time, 4min 45 3-5sec. SEA VIEW HANDICAP.—Bob Wilkes, Henderson, Driftiag Spec, Two Bells. Scratched: Peter McKinley, Lucy Patch. Won by a neck, four lengths between second and third. Time, 4min 42 1-5sec. BASH HANDICAP.—Jimmy Richmond, Bryce Jun, Gun Girl, Albert Wallace. Scratched: Medicine. Won by a length, two lengths between second and third. Time, 3min 29 4-5sec. WAINONI HANDICAP.—Ben Lomond, Heatherden, Colenut, Marie Tempest. Scratched: Una Brasil, Gold Mine, Lawson Dillon. Won by two lengths, one length between second and third. Time, 6min 43 1-5sec. ELECTRIC HANDICAP.—Coronel, Tirana, Hiram Galindo. Scratched: Gold Queen, Jimmy Richmond. Won by half a length, four lengths between second and third. Time, 2min 17 4-5sec. (580, 221, 851, 487)
labor-wars-body: By Telegraph.—Press Assn.—Copyright. Sydney, Dec. 16. The Council of Action, representing the Commonwealth, has convened a pan-Pacific Congress for delegates from Labor organisations throughout the world with a view to arriving at a common understanding to prevent future wars. The motion on the subject stated: "We do not believe the Washington Conference is likely to evolve a scheme of value for the prevention of war." (1438, 735, 1698, 809)
column-building (1143, 59, 1432, 1978)
auckland-meeting-heading: AUCKLAND MEETING. (366, 432, 472, 442)
malone-street: FENTON STREET, STRATFORD. (1741, 1895, 1831, 1901)
sole-agents-label: SOLE TARANAKI AGENTS: (1745, 1397, 1827, 1404)
tyre-row-4-price: 12/6 (1846, 1673, 1856, 1679)
tyre-row-3-text: 26 x 3 Motor Cycle Covers, Specially Heavy (1717, 1664, 1816, 1670)
rescue-heading: RESCUE ATTEMPT PRAISED. (1221, 653, 1354, 663)
bowling-heading: BOWLING. (957, 483, 1044, 501)
tyres-h4: TUBES! (1830, 1636, 1856, 1644)
column-trotting (574, 59, 858, 1978)
hopkirk-line-rollers: HOPKIRK CAMBRIDGE ROLLERS. (1724, 576, 1848, 584)
lavender-ad: There is a distinction—all its own—to be found in "OZ Lavender." It is the perfume of rare delicacy and refreshing fragrance—which is obtained from millions of Lavender, Rose and Orange Flowers grown in the South of France. (865, 1116, 1136, 1158)
car-item-2-price: £185 (1834, 1277, 1856, 1290)
sydney-fire-body: By Telegraph.—Press Assn.—Copyright. Sydney, Dec. 16. Residents on the North Shore are having an unpleasant time owing to the dense volumes of malodorous smoke from the still burning wool in the ruins of the burned stores of the Finance Association. The electric supply service has been restored. There is no clue to the cause of the fire so far. A fire brigade officer expresses the opinion that the smoke will continue for another week. The wool is stored on four levels above the street and the fire has worked down below the debris, making the task of fighting it difficult. Steps have been taken to permit the wool to be removed in barges, so as to give the firemen a direct line of attack, otherwise the smouldering will continue for weeks, perhaps months. (1438, 958, 1698, 1075)
clothing-word: Clothing (1812, 354, 1856, 368)
christmas-meeting-heading: THE CHRISTMAS MEETING. (353, 100, 485, 111)
thomas-johnson-opposite: Opposite Red House Hotel. (1753, 1434, 1819, 1441)
medicated-bath-body: Depressed and weary at the day's end, what could be more refreshing than a medicated bath? Comfort and a sense of security arise from the daily habit of bathing with Rexona Medicated Soap. It guards the body from disease, removes the jaded complexion, and brings life and lustre to the hair. Rexona is sold everywhere. (1438, 1096, 1698, 1148)
medicated-bath-heading: THE MEDICATED BATH. (1512, 1081, 1624, 1091)
tyre-row-2-price: £3 10s. (1840, 1655, 1856, 1661)
stratford-meeting-heading: THE STRATFORD MEETING. (353, 795, 485, 805)
ford-logo: Ford (1727, 872, 1846, 904)
weights-heading: WEIGHTS FOR FIRST DAY. (358, 809, 480, 820)
car-item-1-text: FORD CAR, self starter, e.l., in first-class order. Any trial. (1717, 1261, 1829, 1277)
old-boys-heading: OLD BOYS' TEAMS. (955, 959, 1046, 970)
cars-trucks-ad (1708, 1223, 1864, 1619)
notes-australia-heading: NOTES FROM AUSTRALIA. (654, 1076, 778, 1086)
tyre-row-2-text: 28 x 3 Motor Cycle Covers, Specially Heavy (1717, 1655, 1816, 1661)
ford-phone: Phone Day and Night, 555. (1751, 1071, 1821, 1078)
tyre-row-4 (1717, 1671, 1856, 1680)
thomas-johnson-name: THOMAS & JOHNSON (1727, 1410, 1845, 1422)
divider (596, 162, 836, 163)
tyres-h3: TYRES! (1792, 1636, 1818, 1644)
malone-bottle-3: WARD'S XXXX ALE, Pints and Quarts. (1734, 1948, 1838, 1954)
gifts-line-handkerchiefs: WHITE SILK INITIAL HANDKERCHIEFS 4/11 (1717, 250, 1846, 268)
hopkirk-footer-town: HAWERA. (1717, 720, 1747, 726)
car-item-5-price: £130 (1834, 1315, 1856, 1328)
tyres-header (1717, 1634, 1856, 1645)
reinstatement-body: By Telegraph.—Press Assn.—Copyright. Received Dec. 16, 5.5 p.m. Sydney, Dec. 16. The council of the Swimming Association, by 16 votes to 17, rejected a proposal that Hardwick be re-instated under the returned soldiers' rule. (865, 712, 1136, 754)
gifts-for-men-logo: Gifts for Men (1731, 177, 1842, 211)
stainton-name: Stainton & Co., Limited (1725, 1717, 1848, 1730)
second-day-heading: SECOND DAY'S ACCEPTANCES. (643, 493, 788, 504)
stainton-footer (1717, 1735, 1856, 1743)
carnival-prizes: £170 CASH PRIZES £170 (43, 564, 245, 584)
stainton-box: P.O. BOX 142. (1826, 1737, 1856, 1742)
gifts-line-sox: FANCY SOX, HANDKERCHIEFS, BRACES, COLLAR BOXES, GLOVES, etc., make an acceptable Xmas Gift. (1717, 293, 1852, 320)
teams-heading: TEAMS FOR TO-DAY. (952, 945, 1049, 955)
hb-logo-letters: HB (1774, 357, 1795, 373)
stainton-station: WILLARD SERVICE STATION. (1756, 1737, 1825, 1742)
tyre-row-4-text: 28 x 3 Tubes (1717, 1673, 1745, 1679)
column-school (1432, 59, 1705, 1978)
hopkirk-sub: GENERAL ENGINEERS. (1717, 523, 1797, 531)
carnival-heading: SPORTS CARNIVAL (45, 494, 243, 517)
gifts-line-suitcase: A LEATHER SUIT CASE, MOSGIEL RUG or UMBRELLA, would be sure to please him, (1717, 324, 1852, 341)
hopkirk-line-turbines: NEW, & SECOND HAND WATER TURBINES & WATER WHEELS. (1729, 614, 1844, 633)
hopkirk-sign: J. HOPKIRK & CO. (1737, 700, 1836, 712)
tyre-row-2 (1717, 1654, 1856, 1663)
champion-tour-heading: TOUR OF A CHAMPION. (946, 760, 1055, 771)
gifts-line-ties: Choice Selection of SILK WIDE END TIES From 2/6, (1717, 272, 1844, 289)
inglewood-school-heading: INGLEWOOD SCHOOL. (1475, 64, 1661, 81)
nelson-moate-ad: Nelson Moate's teas are blended by an expert of many years' experience, and contain only the choicest of hill-grown leaves. Ask your grocer for Nelson Moate's brands. (30, 793, 258, 849)
column-athletics (24, 59, 265, 1978)
jockey-club-heading: TARANAKI JOCKEY CLUB. (357, 86, 481, 96)
warning-heading: WARNING TO BATHERS. (1231, 668, 1344, 678)
